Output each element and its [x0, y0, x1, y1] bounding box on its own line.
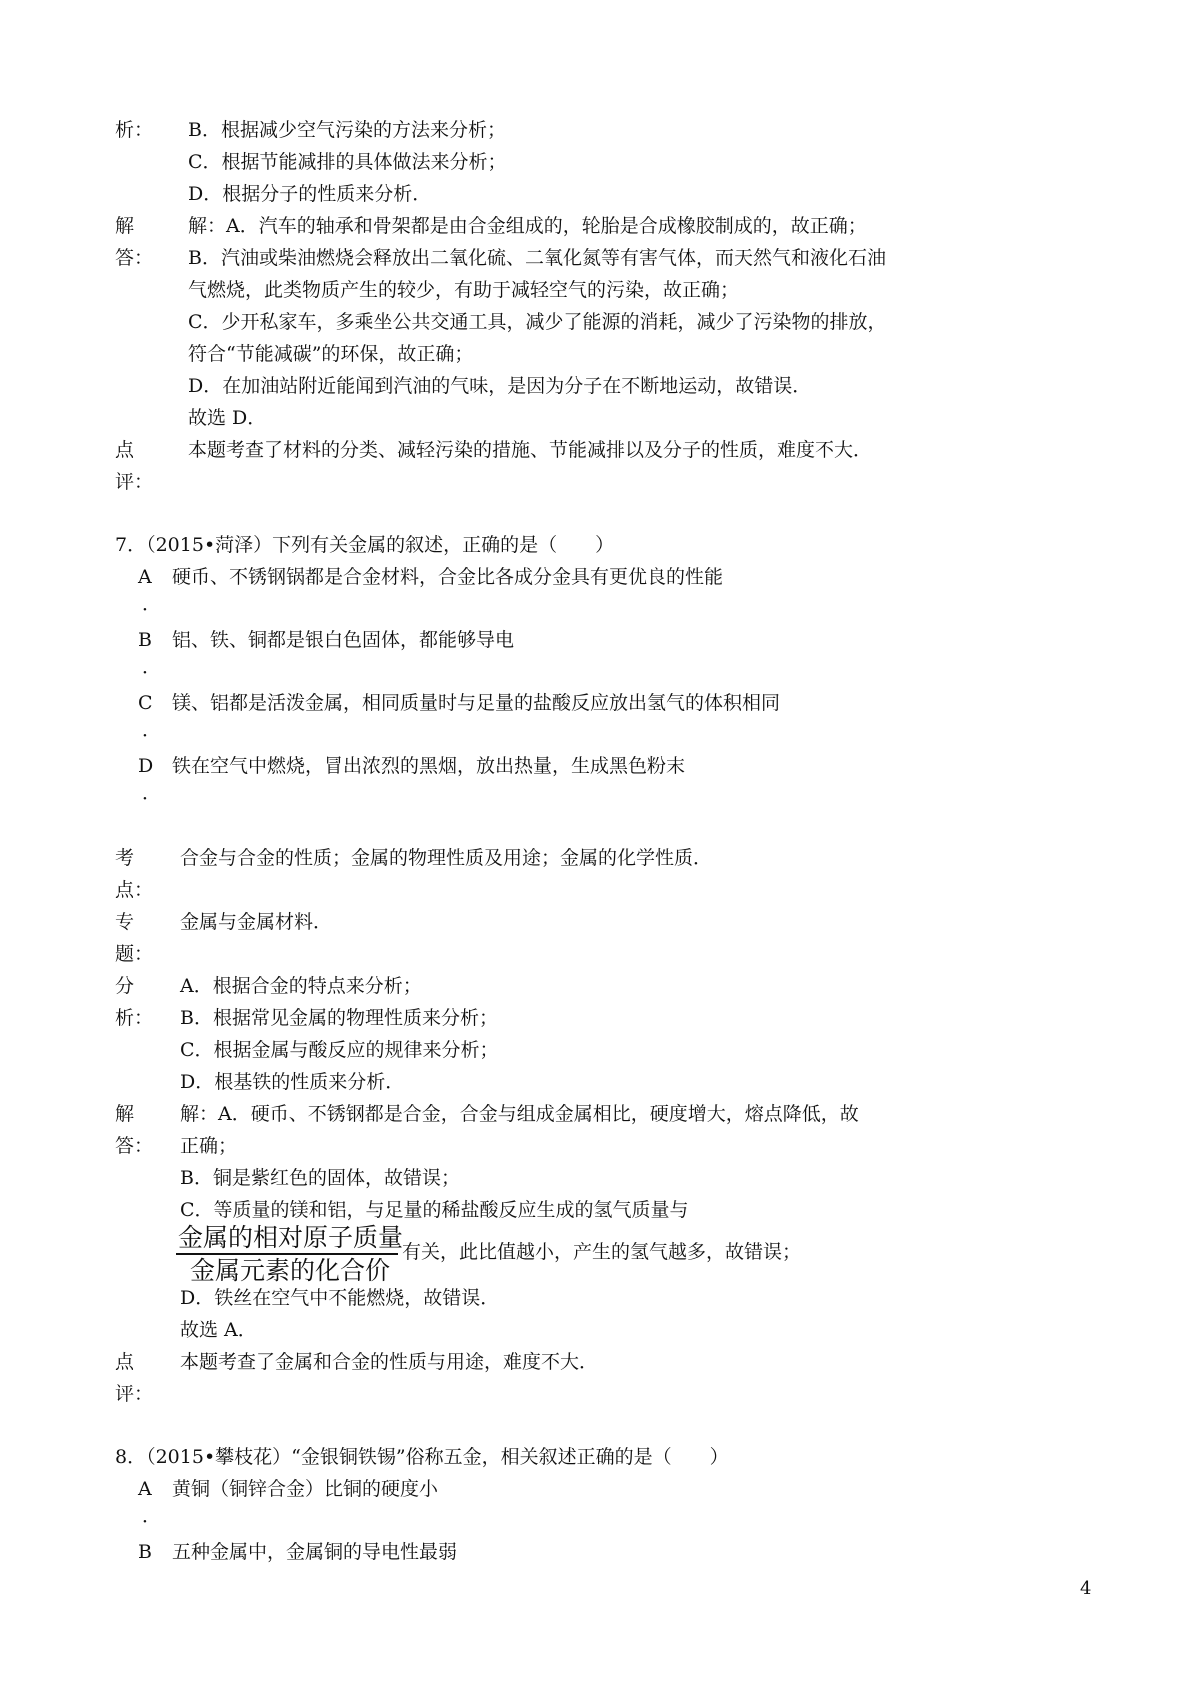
q8-option-text: 五种金属中，金属铜的导电性最弱	[172, 1541, 458, 1563]
q7-fraction-bar	[176, 1253, 398, 1255]
q7-solution-line: B．铜是紫红色的固体，故错误；	[180, 1167, 460, 1189]
q6-analysis-item: B．根据减少空气污染的方法来分析；	[188, 119, 506, 141]
q7-solution-line: 正确；	[180, 1135, 238, 1157]
q7-comment-text: 本题考查了金属和合金的性质与用途，难度不大．	[180, 1351, 599, 1373]
q6-solution-label: 答：	[115, 247, 154, 269]
q6-solution-line: 符合“节能减碳”的环保，故正确；	[188, 343, 474, 365]
q6-solution-label: 解	[115, 215, 135, 237]
q8-option-text: 黄铜（铜锌合金）比铜的硬度小	[172, 1478, 439, 1500]
q7-comment-label: 评：	[115, 1383, 154, 1405]
q7-solution-label: 解	[115, 1103, 135, 1125]
q8-option-dot: ．	[142, 1505, 162, 1527]
q7-solution-label: 答：	[115, 1135, 154, 1157]
q7-analysis-item: C．根据金属与酸反应的规律来分析；	[180, 1039, 499, 1061]
q7-stem: 7．（2015•菏泽）下列有关金属的叙述，正确的是（ ）	[115, 534, 615, 556]
q6-comment-label: 点	[115, 439, 135, 461]
q7-solution-line: D．铁丝在空气中不能燃烧，故错误．	[180, 1287, 500, 1309]
q8-option-letter: A	[138, 1478, 152, 1500]
q7-option-text: 硬币、不锈钢锅都是合金材料，合金比各成分金具有更优良的性能	[172, 566, 724, 588]
q6-solution-line: 气燃烧，此类物质产生的较少，有助于减轻空气的污染，故正确；	[188, 279, 740, 301]
q7-solution-line: 有关，此比值越小，产生的氢气越多，故错误；	[402, 1241, 802, 1263]
q8-option-letter: B	[138, 1541, 152, 1563]
q7-option-dot: ．	[142, 593, 162, 615]
q7-option-text: 铁在空气中燃烧，冒出浓烈的黑烟，放出热量，生成黑色粉末	[172, 755, 686, 777]
q7-option-letter: C	[138, 692, 153, 714]
q7-kaodian-label: 考	[115, 847, 135, 869]
q6-solution-line: 故选 D．	[188, 407, 267, 429]
q6-solution-line: 解：A．汽车的轴承和骨架都是由合金组成的，轮胎是合成橡胶制成的，故正确；	[188, 215, 867, 237]
q7-option-dot: ．	[142, 782, 162, 804]
q7-fraction-numerator: 金属的相对原子质量	[178, 1223, 404, 1252]
q6-comment-label: 评：	[115, 471, 154, 493]
q7-solution-line: 故选 A．	[180, 1319, 257, 1341]
q7-solution-line: 解：A．硬币、不锈钢都是合金，合金与组成金属相比，硬度增大，熔点降低，故	[180, 1103, 859, 1125]
q7-fraction	[176, 1223, 404, 1285]
q7-analysis-item: D．根基铁的性质来分析．	[180, 1071, 405, 1093]
q7-option-dot: ．	[142, 719, 162, 741]
q7-comment-label: 点	[115, 1351, 135, 1373]
q7-solution-line: C．等质量的镁和铝，与足量的稀盐酸反应生成的氢气质量与	[180, 1199, 689, 1221]
q7-analysis-item: A．根据合金的特点来分析；	[180, 975, 422, 997]
q6-solution-line: B．汽油或柴油燃烧会释放出二氧化硫、二氧化氮等有害气体，而天然气和液化石油	[188, 247, 886, 269]
q7-option-text: 镁、铝都是活泼金属，相同质量时与足量的盐酸反应放出氢气的体积相同	[172, 692, 781, 714]
q7-analysis-label: 分	[115, 975, 135, 997]
page-number: 4	[1080, 1578, 1092, 1599]
q6-analysis-label: 析：	[115, 119, 154, 141]
q7-option-text: 铝、铁、铜都是银白色固体，都能够导电	[172, 629, 515, 651]
q6-analysis-item: C．根据节能减排的具体做法来分析；	[188, 151, 507, 173]
q7-kaodian-label: 点：	[115, 879, 154, 901]
q6-solution-line: C．少开私家车，多乘坐公共交通工具，减少了能源的消耗，减少了污染物的排放，	[188, 311, 887, 333]
q7-analysis-item: B．根据常见金属的物理性质来分析；	[180, 1007, 498, 1029]
q6-solution-line: D．在加油站附近能闻到汽油的气味，是因为分子在不断地运动，故错误．	[188, 375, 812, 397]
q8-stem: 8．（2015•攀枝花）“金银铜铁锡”俗称五金，相关叙述正确的是（ ）	[115, 1446, 729, 1468]
q7-zhuanti-label: 专	[115, 911, 135, 933]
q7-option-letter: D	[138, 755, 154, 777]
q6-comment-text: 本题考查了材料的分类、减轻污染的措施、节能减排以及分子的性质，难度不大．	[188, 439, 873, 461]
q7-fraction-denominator: 金属元素的化合价	[190, 1256, 391, 1285]
q7-kaodian-text: 合金与合金的性质；金属的物理性质及用途；金属的化学性质．	[180, 847, 713, 869]
q7-option-letter: B	[138, 629, 152, 651]
q7-option-dot: ．	[142, 656, 162, 678]
q7-analysis-label: 析：	[115, 1007, 154, 1029]
q7-option-letter: A	[138, 566, 152, 588]
q7-zhuanti-label: 题：	[115, 943, 154, 965]
q7-zhuanti-text: 金属与金属材料．	[180, 911, 333, 933]
q6-analysis-item: D．根据分子的性质来分析．	[188, 183, 432, 205]
